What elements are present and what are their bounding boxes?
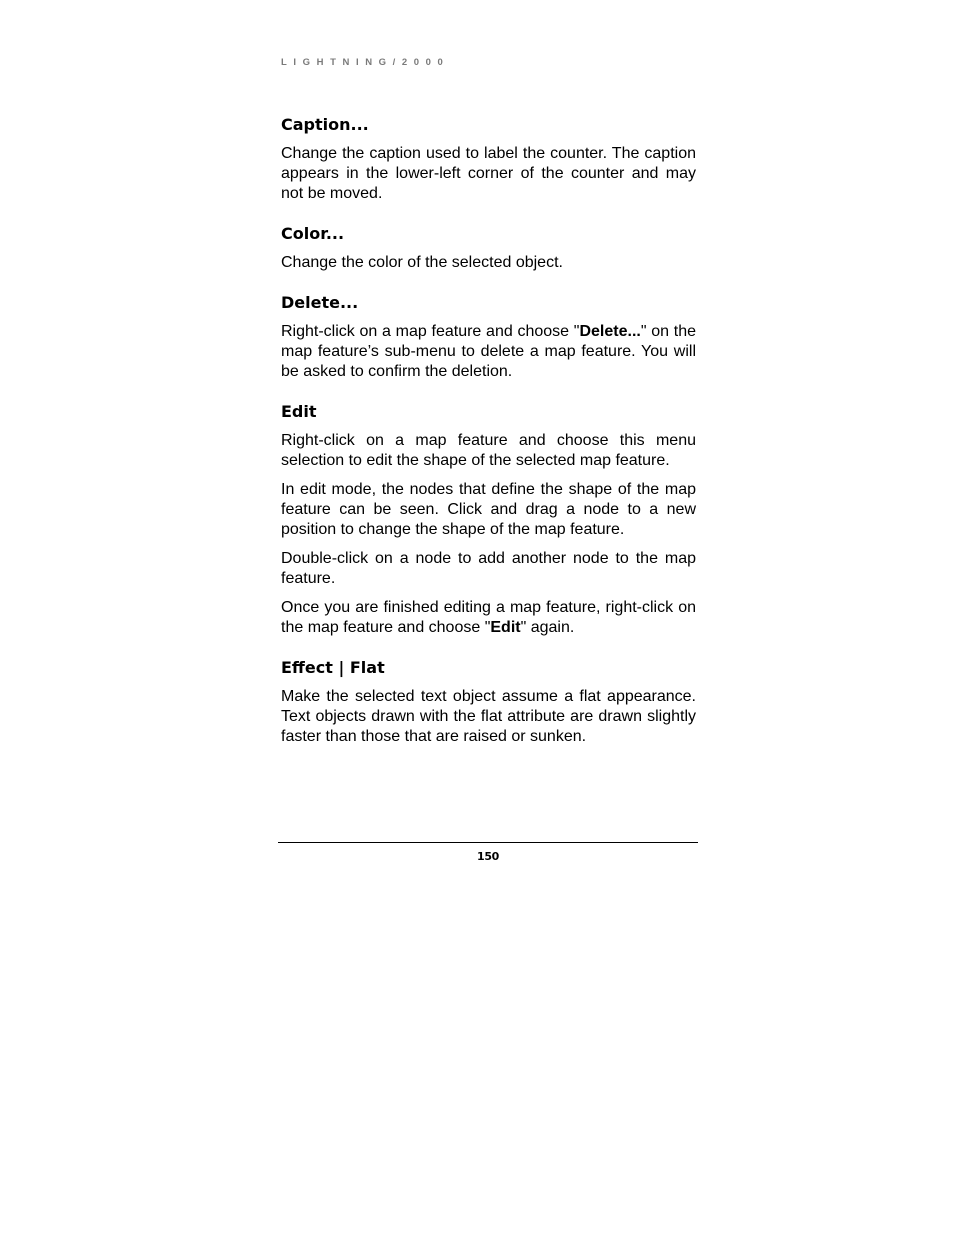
paragraph: Once you are finished editing a map feature, right-click on the map feature and choose "Edit" again. [281,599,696,636]
footer-rule [278,842,698,843]
paragraph: Double-click on a node to add another node to the map feature. [281,550,696,587]
section-delete [281,292,696,382]
page-number: 150 [476,850,500,863]
section-edit [281,401,696,638]
paragraph: Make the selected text object assume a flat appearance. Text objects drawn with the flat attribute are drawn slightly faster than those that are raised or sunken. [281,688,696,745]
menu-term: Delete... [579,323,641,340]
paragraph: Change the color of the selected object. [281,254,563,271]
paragraph: In edit mode, the nodes that define the shape of the map feature can be seen. Click and drag a node to a new position to change the shape of the map feature. [281,481,696,538]
section-heading: Color... [281,224,345,243]
section-heading: Delete... [281,293,359,312]
section-heading: Effect | Flat [281,658,385,677]
section-caption [281,114,696,204]
paragraph: Right-click on a map feature and choose this menu selection to edit the shape of the selected map feature. [281,432,696,469]
section-color [281,223,696,273]
section-effect-flat [281,657,696,747]
section-heading: Edit [281,402,317,421]
menu-term: Edit [490,619,521,636]
page-body [281,114,696,766]
paragraph: Change the caption used to label the counter. The caption appears in the lower-left corner of the counter and may not be moved. [281,145,696,202]
section-heading: Caption... [281,115,369,134]
running-header: LIGHTNING/2000 [281,57,450,68]
paragraph: Right-click on a map feature and choose "Delete..." on the map feature’s sub-menu to delete a map feature. You will be asked to confirm the deletion. [281,323,696,380]
